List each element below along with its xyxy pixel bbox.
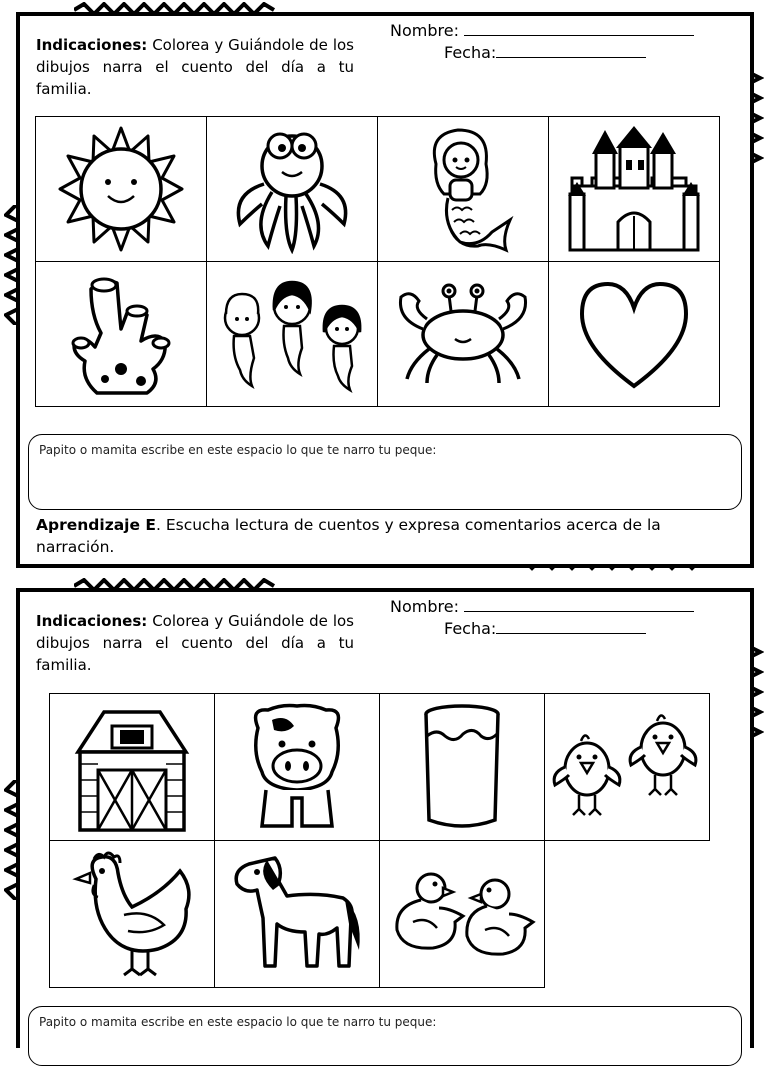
mermaids-group-icon: [212, 274, 372, 394]
hen-icon: [62, 849, 202, 979]
name-date-fields: [390, 20, 694, 64]
picture-cell: [36, 117, 207, 262]
horse-icon: [227, 854, 367, 974]
glass-of-milk-icon: [417, 702, 507, 832]
instructions-label: Indicaciones:: [36, 612, 148, 630]
picture-cell: [207, 117, 378, 262]
cow-icon: [242, 700, 352, 834]
learning-text: . Escucha lectura de cuentos y expresa comentarios acerca de la narración.: [36, 516, 661, 556]
picture-cell: [549, 262, 720, 407]
name-date-fields: [390, 596, 694, 640]
sun-icon: [56, 124, 186, 254]
picture-cell: [36, 262, 207, 407]
parent-notes-prompt: Papito o mamita escribe en este espacio lo que te narro tu peque:: [39, 1015, 437, 1029]
learning-objective: [36, 514, 736, 558]
instructions-text: Colorea y Guiándole de los dibujos narra el cuento del día a tu familia.: [36, 36, 354, 98]
picture-grid: [35, 116, 720, 407]
picture-cell: [380, 694, 545, 841]
instructions-label: Indicaciones:: [36, 36, 148, 54]
picture-cell: [215, 694, 380, 841]
date-line[interactable]: [496, 43, 646, 58]
picture-cell: [545, 694, 710, 841]
picture-cell: [50, 841, 215, 988]
date-label: Fecha:: [444, 619, 497, 638]
picture-cell: [378, 262, 549, 407]
picture-grid: [49, 693, 710, 988]
name-line[interactable]: [464, 21, 694, 36]
worksheet-1: [16, 12, 754, 568]
chicks-icon: [547, 707, 707, 827]
mermaid-icon: [408, 124, 518, 254]
castle-icon: [566, 124, 702, 254]
empty-cell: [545, 841, 710, 988]
picture-cell: [549, 117, 720, 262]
ducklings-icon: [387, 864, 537, 964]
instructions: [36, 610, 354, 676]
parent-notes-area[interactable]: [28, 434, 742, 510]
name-line[interactable]: [464, 597, 694, 612]
barn-icon: [70, 700, 194, 834]
picture-cell: [215, 841, 380, 988]
name-label: Nombre:: [390, 597, 459, 616]
name-label: Nombre:: [390, 21, 459, 40]
crab-icon: [393, 279, 533, 389]
learning-label: Aprendizaje E: [36, 516, 156, 534]
instructions: [36, 34, 354, 100]
date-line[interactable]: [496, 619, 646, 634]
picture-cell: [207, 262, 378, 407]
picture-cell: [378, 117, 549, 262]
date-label: Fecha:: [444, 43, 497, 62]
coral-icon: [61, 269, 181, 399]
worksheet-2: [16, 588, 754, 1048]
parent-notes-area[interactable]: [28, 1006, 742, 1066]
octopus-icon: [222, 124, 362, 254]
picture-cell: [380, 841, 545, 988]
heart-icon: [574, 274, 694, 394]
instructions-text: Colorea y Guiándole de los dibujos narra el cuento del día a tu familia.: [36, 612, 354, 674]
picture-cell: [50, 694, 215, 841]
parent-notes-prompt: Papito o mamita escribe en este espacio lo que te narro tu peque:: [39, 443, 437, 457]
